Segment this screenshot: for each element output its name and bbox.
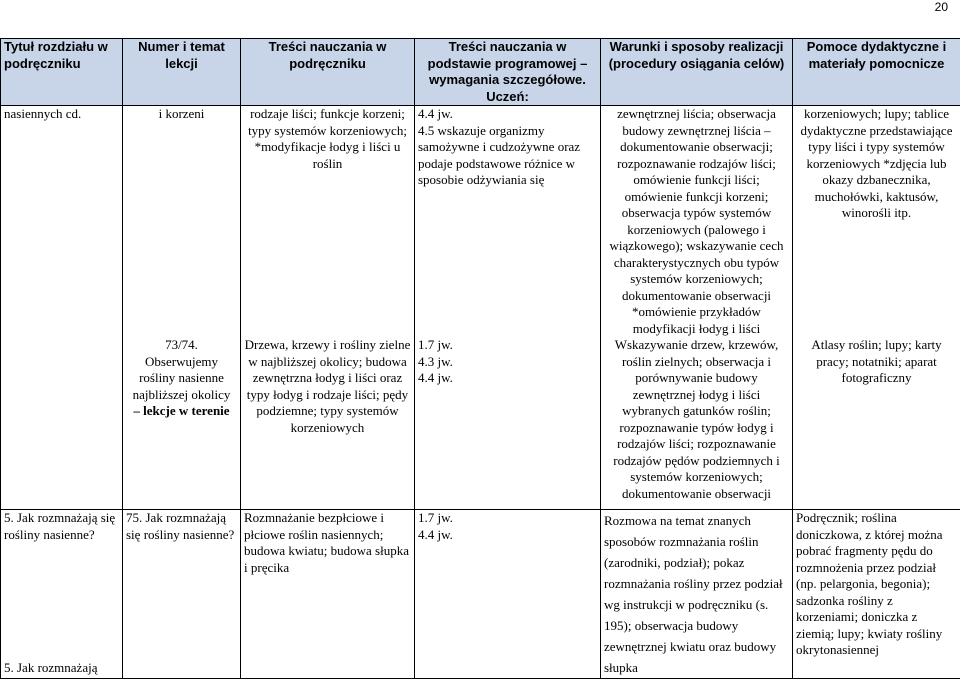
page-number: 20 <box>935 0 948 14</box>
cell-lesson <box>123 337 241 510</box>
req-code: 4.4 jw. <box>418 106 597 123</box>
header-aids: Pomoce dydaktyczne i materiały pomocnicze <box>793 39 960 106</box>
header-requirements: Treści nauczania w podstawie programowej – wymagania szczegółowe. Uczeń: <box>415 39 601 106</box>
cell-lesson: i korzeni <box>123 106 241 338</box>
cell-conditions: Wskazywanie drzew, krzewów, roślin zielnych; obserwacja i porównywanie budowy zewnętrznej łodyg i liści wybranych gatunków roślin; rozpoznawanie typów łodyg i rodzajów liści; rozpoznawanie rodzajów pędów podziemnych i systemów korzeniowych; dokumentowanie obserwacji <box>601 337 793 510</box>
table-row <box>1 337 960 510</box>
cell-requirements <box>415 510 601 679</box>
cell-content: Rozmnażanie bezpłciowe i płciowe roślin nasiennych; budowa kwiatu; budowa słupka i pręcika <box>241 510 415 679</box>
header-content: Treści nauczania w podręczniku <box>241 39 415 106</box>
req-code: 4.4 jw. <box>418 527 597 544</box>
table-row <box>1 106 960 338</box>
cell-requirements <box>415 337 601 510</box>
table-row <box>1 510 960 679</box>
lesson-number: 73/74. <box>126 337 237 354</box>
cell-content: Drzewa, krzewy i rośliny zielne w najbliższej okolicy; budowa zewnętrzna łodyg i liści oraz typy łodyg i rodzaje liści; pędy podziemne; typy systemów korzeniowych <box>241 337 415 510</box>
cell-aids: Podręcznik; roślina doniczkowa, z której można pobrać fragmenty pędu do rozmnożenia przez podział (np. pelargonia, begonia); sadzonka rośliny z korzeniami; doniczka z ziemią; lupy; kwiaty rośliny okrytonasiennej <box>793 510 960 679</box>
req-code-bold: 4.5 <box>418 123 434 138</box>
lesson-plan-table <box>0 38 960 679</box>
chapter-title-repeat: 5. Jak rozmnażają <box>4 660 97 677</box>
req-code: 4.3 jw. <box>418 354 597 371</box>
header-lesson: Numer i temat lekcji <box>123 39 241 106</box>
lesson-type: – lekcje w terenie <box>126 403 237 420</box>
chapter-title: 5. Jak rozmnażają się rośliny nasienne? <box>4 510 119 543</box>
req-code: 1.7 jw. <box>418 337 597 354</box>
req-description: wskazuje organizmy samożywne i cudzożywne oraz podaje podstawowe różnice w sposobie odżywiania się <box>418 123 580 188</box>
cell-aids: Atlasy roślin; lupy; karty pracy; notatniki; aparat fotograficzny <box>793 337 960 510</box>
cell-aids: korzeniowych; lupy; tablice dydaktyczne przedstawiające typy liści i typy systemów korzeniowych *zdjęcia lub okazy dzbanecznika, muchołówki, kaktusów, winorośli itp. <box>793 106 960 338</box>
req-text <box>418 123 597 189</box>
cell-requirements <box>415 106 601 338</box>
header-row <box>1 39 960 106</box>
cell-content: rodzaje liści; funkcje korzeni; typy systemów korzeniowych; *modyfikacje łodyg i liści u roślin <box>241 106 415 338</box>
header-conditions: Warunki i sposoby realizacji (procedury osiągania celów) <box>601 39 793 106</box>
req-code: 4.4 jw. <box>418 370 597 387</box>
header-chapter: Tytuł rozdziału w podręczniku <box>1 39 123 106</box>
cell-chapter: nasiennych cd. <box>1 106 123 338</box>
cell-conditions: Rozmowa na temat znanych sposobów rozmnażania roślin (zarodniki, podział); pokaz rozmnażania rośliny przez podział wg instrukcji w podręczniku (s. 195); obserwacja budowy zewnętrznej kwiatu oraz budowy słupka <box>601 510 793 679</box>
cell-chapter <box>1 510 123 679</box>
req-code: 1.7 jw. <box>418 510 597 527</box>
cell-conditions: zewnętrznej liścia; obserwacja budowy zewnętrznej liścia – dokumentowanie obserwacji; rozpoznawanie rodzajów liści; omówienie funkcji liści; omówienie funkcji korzeni; obserwacja typów systemów korzeniowych (palowego i wiązkowego); wskazywanie cech charakterystycznych obu typów systemów korzeniowych; dokumentowanie obserwacji *omówienie przykładów modyfikacji łodyg i liści <box>601 106 793 338</box>
lesson-title: Obserwujemy rośliny nasienne najbliższej okolicy <box>126 354 237 404</box>
cell-chapter-empty <box>1 337 123 510</box>
cell-lesson: 75. Jak rozmnażają się rośliny nasienne? <box>123 510 241 679</box>
